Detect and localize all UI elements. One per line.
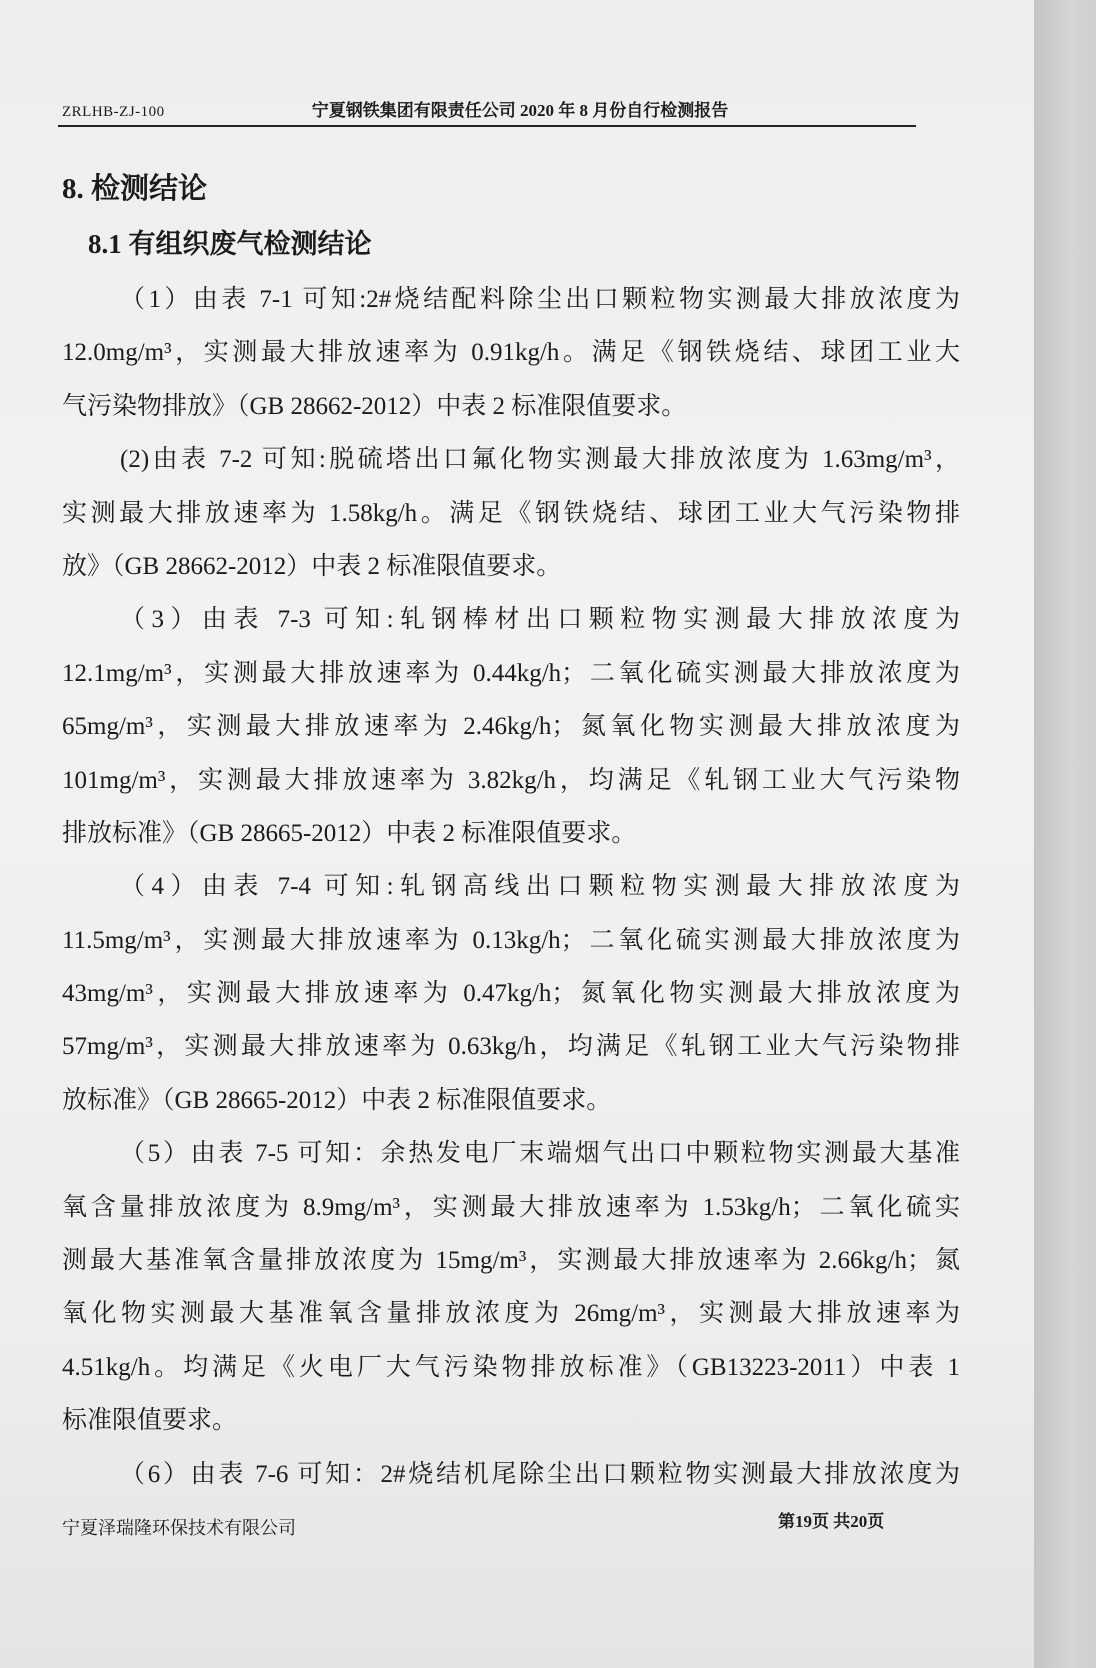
paragraph-5-line-3: 测最大基准氧含量排放浓度为 15mg/m³，实测最大排放速率为 2.66kg/h；氮 [62, 1247, 960, 1275]
paragraph-1-line-3: 气污染物排放》（GB 28662-2012）中表 2 标准限值要求。 [62, 392, 687, 420]
paragraph-4-line-4: 57mg/m³，实测最大排放速率为 0.63kg/h，均满足《轧钢工业大气污染物排 [62, 1033, 960, 1061]
page-number: 第19页 共20页 [778, 1512, 885, 1531]
paragraph-5-line-5: 4.51kg/h。均满足《火电厂大气污染物排放标准》（GB13223-2011）中表 1 [62, 1353, 960, 1381]
header-divider [58, 125, 916, 127]
paragraph-1-line-1: （1）由表 7-1 可知:2#烧结配料除尘出口颗粒物实测最大排放浓度为 [120, 286, 960, 313]
paragraph-5-line-6: 标准限值要求。 [62, 1407, 238, 1435]
footer-company: 宁夏泽瑞隆环保技术有限公司 [62, 1518, 296, 1538]
paragraph-3-line-5: 排放标准》（GB 28665-2012）中表 2 标准限值要求。 [62, 819, 637, 847]
paragraph-4-line-3: 43mg/m³，实测最大排放速率为 0.47kg/h；氮氧化物实测最大排放浓度为 [62, 980, 960, 1008]
paragraph-3-line-3: 65mg/m³，实测最大排放速率为 2.46kg/h；氮氧化物实测最大排放浓度为 [62, 713, 960, 741]
document-code: ZRLHB-ZJ-100 [62, 104, 165, 120]
paragraph-6-line-1: （6）由表 7-6 可知：2#烧结机尾除尘出口颗粒物实测最大排放浓度为 [120, 1460, 960, 1488]
section-heading: 8. 检测结论 [62, 173, 208, 205]
paragraph-3-line-4: 101mg/m³，实测最大排放速率为 3.82kg/h，均满足《轧钢工业大气污染物 [62, 766, 960, 794]
paragraph-5-line-2: 氧含量排放浓度为 8.9mg/m³，实测最大排放速率为 1.53kg/h；二氧化硫实 [62, 1193, 960, 1221]
paragraph-2-line-2: 实测最大排放速率为 1.58kg/h。满足《钢铁烧结、球团工业大气污染物排 [62, 499, 960, 527]
paragraph-3-line-1: （3）由表 7-3 可知:轧钢棒材出口颗粒物实测最大排放浓度为 [120, 606, 960, 634]
paragraph-4-line-1: （4）由表 7-4 可知:轧钢高线出口颗粒物实测最大排放浓度为 [120, 873, 960, 901]
paragraph-5-line-1: （5）由表 7-5 可知：余热发电厂末端烟气出口中颗粒物实测最大基准 [120, 1140, 960, 1168]
paragraph-4-line-2: 11.5mg/m³，实测最大排放速率为 0.13kg/h；二氧化硫实测最大排放浓度为 [62, 926, 960, 954]
paragraph-5-line-4: 氧化物实测最大基准氧含量排放浓度为 26mg/m³，实测最大排放速率为 [62, 1300, 960, 1328]
page-edge-shadow [1034, 0, 1096, 1668]
paragraph-1-line-2: 12.0mg/m³，实测最大排放速率为 0.91kg/h。满足《钢铁烧结、球团工业大 [62, 339, 960, 367]
paragraph-4-line-5: 放标准》（GB 28665-2012）中表 2 标准限值要求。 [62, 1086, 612, 1114]
report-title: 宁夏钢铁集团有限责任公司 2020 年 8 月份自行检测报告 [311, 101, 729, 120]
subsection-heading: 8.1 有组织废气检测结论 [88, 229, 372, 259]
paragraph-2-line-3: 放》（GB 28662-2012）中表 2 标准限值要求。 [62, 552, 562, 580]
paragraph-2-line-1: (2)由表 7-2 可知:脱硫塔出口氟化物实测最大排放浓度为 1.63mg/m³， [120, 446, 960, 474]
paragraph-3-line-2: 12.1mg/m³，实测最大排放速率为 0.44kg/h；二氧化硫实测最大排放浓度为 [62, 659, 960, 687]
conclusion-body [62, 273, 960, 1501]
